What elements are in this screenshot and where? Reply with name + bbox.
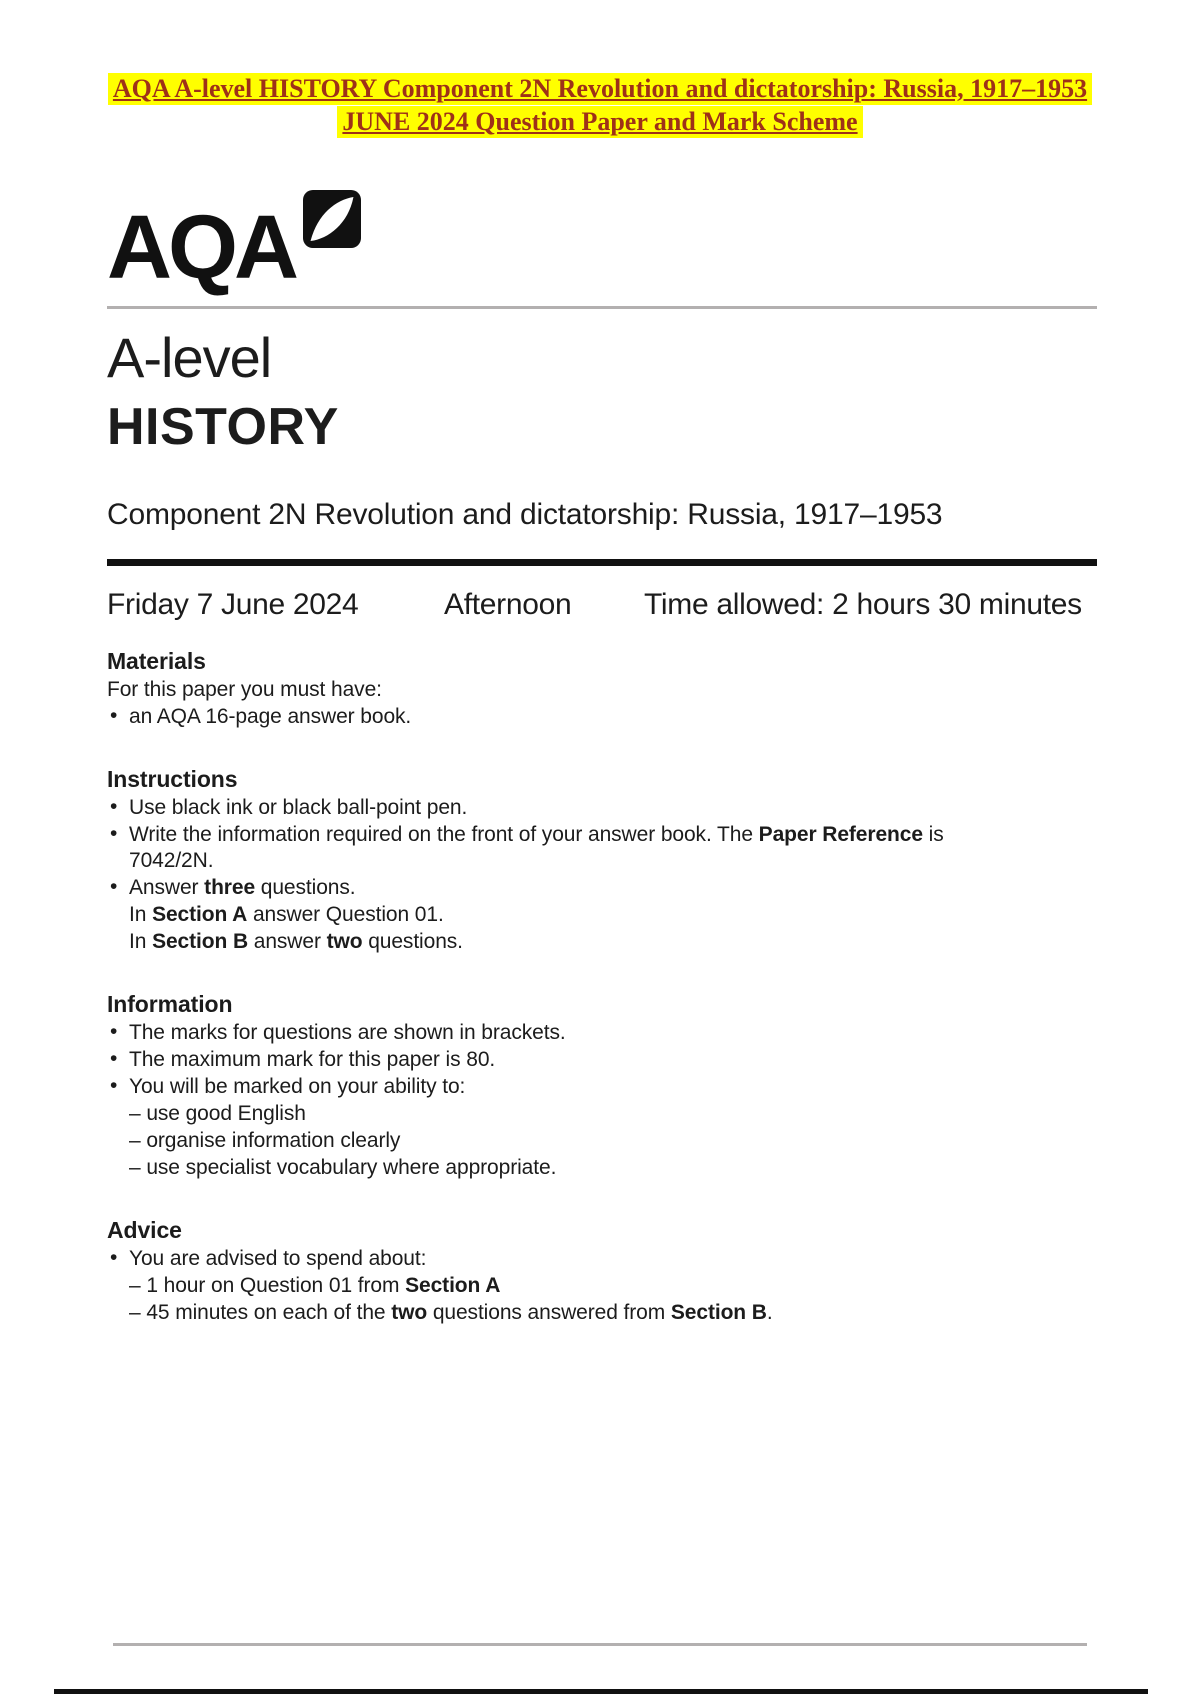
item-text: – use specialist vocabulary where appropriate.	[129, 1156, 557, 1180]
footer-rule-gray	[113, 1643, 1087, 1646]
item-text: – organise information clearly	[129, 1129, 401, 1153]
dash-item	[107, 1300, 1097, 1326]
footer-rule-black	[54, 1689, 1148, 1694]
section-heading-advice: Advice	[107, 1217, 182, 1244]
bullet-item	[107, 875, 1097, 901]
highlighted-subtitle-link[interactable]: JUNE 2024 Question Paper and Mark Scheme	[337, 106, 862, 138]
bullet-item	[107, 795, 1097, 821]
exam-date: Friday 7 June 2024	[107, 588, 359, 622]
item-text: – 1 hour on Question 01 from Section A	[129, 1274, 501, 1298]
section-intro-line	[107, 677, 1097, 703]
bullet-marker: •	[110, 704, 118, 728]
item-text: In Section A answer Question 01.	[129, 903, 444, 927]
instruction-sections	[107, 648, 1097, 1326]
item-text: In Section B answer two questions.	[129, 930, 463, 954]
bullet-marker: •	[110, 1074, 118, 1098]
header-line-1	[0, 72, 1200, 105]
bullet-marker: •	[110, 1246, 118, 1270]
section-advice	[107, 1217, 1097, 1326]
dash-item	[107, 1273, 1097, 1299]
item-text: You will be marked on your ability to:	[129, 1075, 466, 1099]
item-text: Write the information required on the front of your answer book. The Paper Reference is 7042/2N.	[129, 823, 944, 873]
exam-info-row	[107, 588, 1097, 622]
item-text: – 45 minutes on each of the two questions answered from Section B.	[129, 1301, 773, 1325]
item-text: The maximum mark for this paper is 80.	[129, 1048, 496, 1072]
item-text: Use black ink or black ball-point pen.	[129, 796, 468, 820]
bullet-item	[107, 1074, 1097, 1100]
item-text: an AQA 16-page answer book.	[129, 705, 412, 729]
dash-item	[107, 1101, 1097, 1127]
item-text: You are advised to spend about:	[129, 1247, 427, 1271]
header-line-2	[0, 105, 1200, 138]
exam-time-allowed: Time allowed: 2 hours 30 minutes	[644, 588, 1082, 622]
leaf-icon	[303, 188, 361, 250]
highlighted-title-link[interactable]: AQA A-level HISTORY Component 2N Revolution and dictatorship: Russia, 1917–1953	[108, 73, 1092, 105]
bullet-item	[107, 704, 1097, 730]
aqa-logo	[107, 186, 1097, 298]
bullet-marker: •	[110, 795, 118, 819]
bullet-marker: •	[110, 1020, 118, 1044]
section-materials	[107, 648, 1097, 730]
bullet-marker: •	[110, 875, 118, 899]
divider-thick	[107, 559, 1097, 566]
bullet-item	[107, 822, 1097, 874]
section-heading-information: Information	[107, 991, 233, 1018]
continuation-line	[107, 929, 1097, 955]
item-text: The marks for questions are shown in brackets.	[129, 1021, 566, 1045]
dash-item	[107, 1155, 1097, 1181]
bullet-item	[107, 1047, 1097, 1073]
bullet-marker: •	[110, 822, 118, 846]
aqa-logo-text: AQA	[107, 198, 295, 298]
qualification-title: A-level	[107, 326, 272, 389]
section-heading-materials: Materials	[107, 648, 206, 675]
document-header	[0, 0, 1200, 138]
bullet-marker: •	[110, 1047, 118, 1071]
item-text: For this paper you must have:	[107, 678, 382, 702]
continuation-line	[107, 902, 1097, 928]
exam-session: Afternoon	[444, 588, 572, 622]
section-information	[107, 991, 1097, 1181]
section-heading-instructions: Instructions	[107, 766, 238, 793]
bullet-item	[107, 1246, 1097, 1272]
section-instructions	[107, 766, 1097, 955]
item-text: Answer three questions.	[129, 876, 356, 900]
divider-top	[107, 306, 1097, 309]
item-text: – use good English	[129, 1102, 306, 1126]
subject-title: HISTORY	[107, 397, 339, 456]
dash-item	[107, 1128, 1097, 1154]
bullet-item	[107, 1020, 1097, 1046]
component-title: Component 2N Revolution and dictatorship: Russia, 1917–1953	[107, 498, 943, 532]
